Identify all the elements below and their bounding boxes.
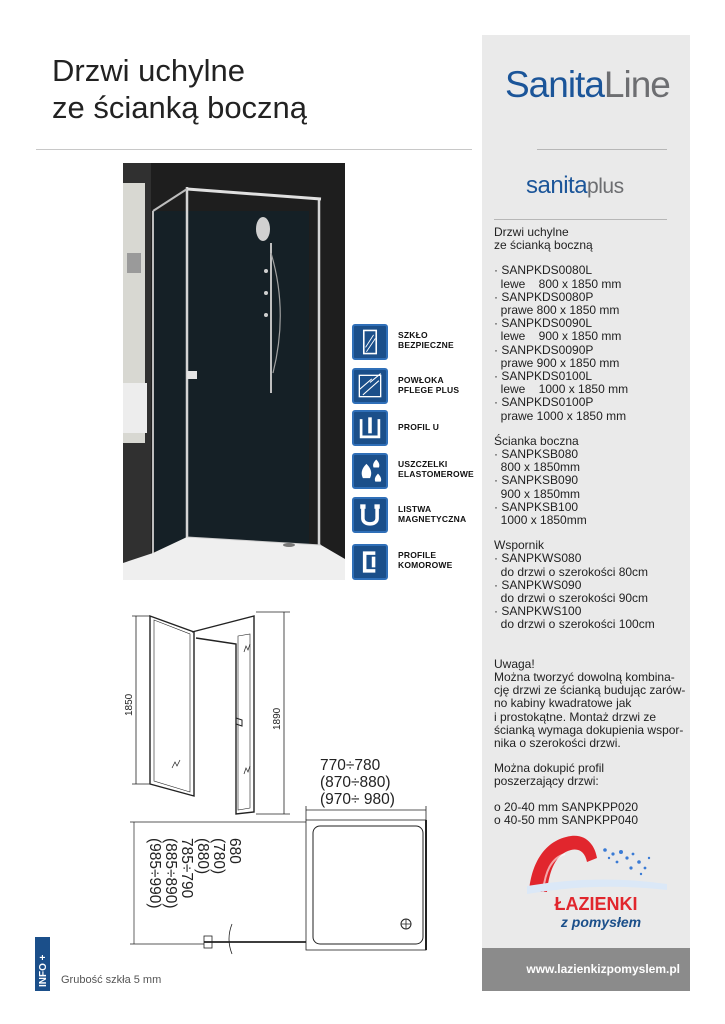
supports-block [494, 539, 690, 631]
width-dim-line [306, 806, 426, 820]
elevation-view [150, 616, 254, 814]
note-line: Można tworzyć dowolną kombina- [494, 669, 675, 684]
support-item: · SANPKWS080 [494, 551, 582, 566]
side-wall-title: Ścianka boczna [494, 433, 579, 448]
door-outline [192, 616, 254, 814]
doors-block [494, 264, 690, 422]
sanitaline-logo-part2: Line [603, 64, 670, 105]
tray-drain [283, 543, 295, 547]
side-wall-item: 900 x 1850mm [494, 486, 581, 501]
profiles-block [494, 801, 690, 827]
feature-label-seals: USZCZELKI ELASTOMEROWE [398, 459, 474, 479]
door-item: · SANPKDS0090L [494, 316, 593, 331]
info-tab-label [35, 937, 50, 991]
profile-item: o 20-40 mm SANPKPP020 [494, 799, 639, 814]
feature-label-magnet: LISTWA MAGNETYCZNA [398, 504, 467, 524]
technical-drawing [120, 608, 482, 962]
note-line: no kabiny kwadratowe jak [494, 696, 632, 711]
logo-water-drops [603, 848, 650, 875]
side-wall-item: · SANPKSB100 [494, 499, 579, 514]
door-item: · SANPKDS0090P [494, 342, 594, 357]
dim-1890-label: 1890 [272, 707, 283, 730]
feature-label-u-profile: PROFIL U [398, 422, 440, 432]
info-tab-text: INFO + [38, 954, 49, 987]
note-line: ścianką wymaga dokupienia wspor- [494, 722, 684, 737]
width-label-1: 770÷780 [320, 757, 381, 774]
sidebar-divider [537, 149, 667, 150]
side-wall-item: · SANPKSB080 [494, 447, 579, 462]
support-item: do drzwi o szerokości 80cm [494, 564, 649, 579]
side-wall-item: 800 x 1850mm [494, 460, 581, 475]
door-item: lewe 900 x 1850 mm [494, 329, 622, 344]
logo-text-z-pomyslem: z pomysłem [560, 914, 642, 930]
depth-label-5: (885÷890) [162, 838, 179, 909]
logo-text-lazienki: ŁAZIENKI [554, 894, 638, 914]
coating-icon [352, 368, 388, 404]
depth-label-3: (880) [194, 838, 211, 875]
lazienki-logo [521, 828, 671, 934]
sanitaline-logo [505, 64, 670, 106]
width-label-3: (970÷ 980) [320, 791, 395, 808]
depth-labels [146, 838, 243, 909]
support-item: · SANPKWS100 [494, 604, 582, 619]
product-photo [123, 163, 345, 580]
door-item: lewe 1000 x 1850 mm [494, 382, 629, 397]
depth-label-6: (985÷990) [146, 838, 163, 909]
note-line: nika o szerokości drzwi. [494, 735, 621, 750]
seal-drops-icon [352, 453, 388, 489]
feature-label-chamber: PROFILE KOMOROWE [398, 550, 453, 570]
title-divider [36, 149, 472, 150]
door-item: · SANPKDS0080P [494, 289, 594, 304]
support-item: do drzwi o szerokości 90cm [494, 591, 649, 606]
website-link[interactable]: www.lazienkizpomyslem.pl [526, 962, 680, 976]
magnet-icon [352, 497, 388, 533]
page-title: Drzwi uchylne ze ścianką boczną [52, 53, 308, 125]
support-item: do drzwi o szerokości 100cm [494, 617, 655, 632]
support-title: Wspornik [494, 538, 545, 553]
support-item: · SANPKWS090 [494, 577, 582, 592]
note-block [494, 658, 690, 750]
sanitaline-logo-part1: Sanita [505, 64, 604, 105]
u-profile-icon [352, 410, 388, 446]
door-item: prawe 900 x 1850 mm [494, 355, 620, 370]
side-wall-item: · SANPKSB090 [494, 473, 579, 488]
note-line: cję drzwi ze ścianką budując zarów- [494, 683, 686, 698]
glass-tint [153, 211, 309, 551]
door-item: lewe 800 x 1850 mm [494, 276, 622, 291]
feature-label-safety-glass: SZKŁO BEZPIECZNE [398, 330, 454, 350]
depth-label-4: 785÷790 [178, 838, 195, 899]
door-item: · SANPKDS0100P [494, 395, 594, 410]
door-item: prawe 800 x 1850 mm [494, 303, 620, 318]
profile-note-line: poszerzający drzwi: [494, 774, 599, 789]
side-walls-block [494, 435, 690, 527]
width-label-2: (870÷880) [320, 774, 391, 791]
washbasin [123, 383, 147, 433]
sanitaplus-logo [526, 172, 624, 200]
depth-label-1: 680 [226, 838, 243, 864]
profile-note-line: Można dokupić profil [494, 761, 605, 776]
product-title-line: ze ścianką boczną [494, 238, 593, 253]
door-item: · SANPKDS0100L [494, 369, 593, 384]
sidebar-divider [494, 219, 667, 220]
safety-glass-icon [352, 324, 388, 360]
profile-item: o 40-50 mm SANPKPP040 [494, 812, 639, 827]
wall-shelf [127, 253, 141, 273]
door-item: prawe 1000 x 1850 mm [494, 408, 627, 423]
glass-thickness-note: Grubość szkła 5 mm [61, 974, 162, 986]
door-item: · SANPKDS0080L [494, 263, 593, 278]
door-hinge [236, 718, 242, 726]
product-title-line: Drzwi uchylne [494, 225, 569, 239]
product-spec-list [494, 226, 690, 839]
sanitaplus-logo-part1: sanita [526, 172, 588, 199]
shower-head [256, 217, 270, 241]
depth-label-2: (780) [210, 838, 227, 875]
dim-1850-label: 1850 [124, 693, 135, 716]
profile-note-block [494, 762, 690, 788]
product-title-block [494, 226, 690, 252]
side-wall-item: 1000 x 1850mm [494, 513, 587, 528]
feature-label-coating: POWŁOKA PFLEGE PLUS [398, 375, 460, 395]
door-handle [187, 371, 197, 379]
sanitaplus-logo-part2: plus [587, 175, 624, 198]
side-wall-outline [150, 616, 194, 796]
chamber-profile-icon [352, 544, 388, 580]
note-line: Uwaga! [494, 656, 535, 671]
note-line: i prostokątne. Montaż drzwi ze [494, 709, 657, 724]
